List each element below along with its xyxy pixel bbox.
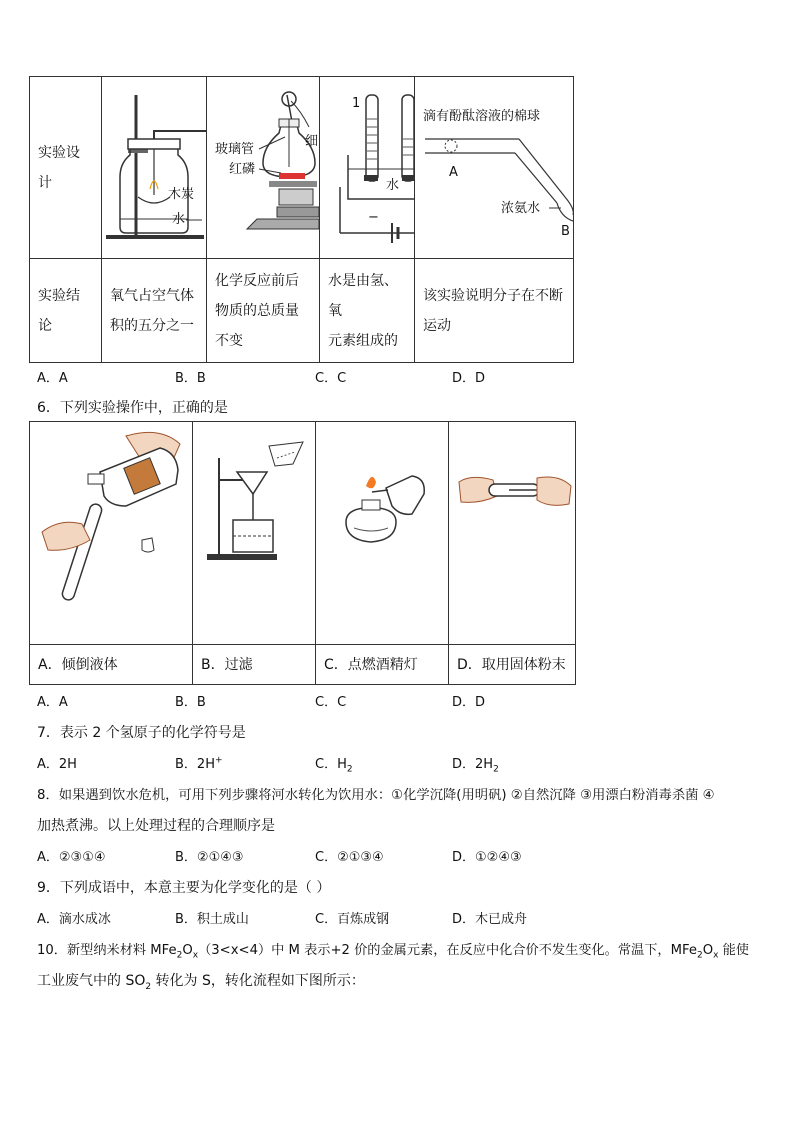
apparatus-d-cell [415, 77, 574, 259]
red-phosphorus-label: 红磷 [229, 162, 256, 177]
q9-option-d[interactable]: D．木已成舟 [452, 912, 528, 927]
electrolysis-water-label: 水 [386, 178, 400, 193]
q6-caption-row [30, 645, 576, 685]
q6-option-d[interactable]: D．D [452, 695, 486, 710]
q10-l2-a: 工业废气中的 SO [37, 973, 146, 989]
tube-1-label: 1 [352, 96, 361, 111]
ammonia-water-label: 浓氨水 [501, 201, 541, 216]
light-alcohol-lamp-figure [316, 422, 448, 640]
phenolphthalein-cotton-label: 滴有酚酞溶液的棉球 [423, 109, 541, 124]
q5-option-a[interactable]: A．A [37, 371, 68, 386]
q6-image-row [30, 422, 576, 645]
water-label: 水 [172, 212, 186, 227]
q6-caption-a-cell [30, 645, 193, 685]
apparatus-b-cell [207, 77, 320, 259]
design-header-cell [30, 77, 102, 259]
q8-question-line1: 8．如果遇到饮水危机，可用下列步骤将河水转化为饮用水：①化学沉降(用明矾) ②自然沉降 ③用漂白粉消毒杀菌 ④ [37, 788, 715, 803]
q10-l1-b: O [182, 943, 193, 958]
point-a-label: A [449, 165, 458, 180]
q6-option-c[interactable]: C．C [315, 695, 347, 710]
caption-take-powder: D．取用固体粉末 [457, 656, 566, 673]
q8-option-c[interactable]: C．②①③④ [315, 850, 384, 865]
q7-c-text: C．H [315, 757, 347, 772]
ammonia-diffusion-figure [415, 77, 573, 254]
thin-label: 细 [305, 134, 319, 149]
q9-option-c[interactable]: C．百炼成钢 [315, 912, 390, 927]
conclusion-header-line1: 实验结 [38, 287, 80, 304]
q9-question: 9．下列成语中，本意主要为化学变化的是（ ） [37, 880, 331, 896]
q9-option-b[interactable]: B．积土成山 [175, 912, 249, 927]
take-solid-powder-figure [449, 422, 575, 640]
design-header-line2: 计 [38, 174, 52, 191]
q10-l1-sub1: 2 [176, 950, 183, 961]
charcoal-label: 木炭 [168, 187, 195, 202]
q10-question-line1 [37, 939, 749, 961]
point-b-label: B [561, 224, 570, 239]
pour-liquid-figure [30, 422, 192, 640]
q6-caption-c-cell [316, 645, 449, 685]
q7-options [37, 753, 777, 775]
water-electrolysis-figure [320, 77, 414, 254]
caption-light-lamp: C．点燃酒精灯 [324, 656, 418, 673]
q10-l1-a: 10．新型纳米材料 MFe [37, 943, 177, 958]
design-row [30, 77, 574, 259]
q7-option-b[interactable] [175, 753, 223, 772]
q6-caption-d-cell [449, 645, 576, 685]
conclusion-c-line2: 元素组成的 [328, 332, 398, 349]
q6-option-b[interactable]: B．B [175, 695, 206, 710]
q6-image-c-cell [316, 422, 449, 645]
q6-operations-table [29, 421, 576, 685]
q5-option-d[interactable]: D．D [452, 371, 486, 386]
q10-l1-d: O [702, 943, 714, 958]
q7-option-c[interactable] [315, 753, 353, 775]
conclusion-b-line3: 不变 [215, 332, 243, 349]
q7-question: 7．表示 2 个氢原子的化学符号是 [37, 725, 246, 741]
charcoal-jar-apparatus-figure [102, 77, 206, 254]
q6-caption-b-cell [193, 645, 316, 685]
q7-b-charge: + [214, 755, 223, 766]
q10-l1-c: （3<x<4）中 M 表示+2 价的金属元素，在反应中化合价不发生变化。常温下，MFe [198, 943, 697, 958]
q8-options [37, 846, 777, 864]
conclusion-header-cell [30, 259, 102, 363]
design-header-line1: 实验设 [38, 144, 80, 161]
q8-option-b[interactable]: B．②①④③ [175, 850, 244, 865]
q10-l2-b: 转化为 S，转化流程如下图所示： [151, 973, 365, 989]
conclusion-c-cell [320, 259, 415, 363]
q6-image-a-cell [30, 422, 193, 645]
conclusion-a-line1: 氧气占空气体 [110, 287, 194, 304]
caption-filtration: B．过滤 [201, 656, 253, 673]
q10-l2-sub: 2 [145, 981, 152, 992]
conclusion-d-line1: 该实验说明分子在不断 [423, 287, 563, 304]
q7-c-subscript: 2 [346, 764, 353, 775]
battery-negative-label: − [368, 210, 379, 225]
q10-l1-sub3: 2 [696, 950, 703, 961]
q8-option-a[interactable]: A．②③①④ [37, 850, 106, 865]
apparatus-a-cell [102, 77, 207, 259]
q10-l1-e: 能使 [718, 943, 749, 958]
q5-options [37, 367, 777, 385]
q7-b-text: B．2H [175, 757, 215, 772]
apparatus-c-cell [320, 77, 415, 259]
filtration-figure [193, 422, 315, 640]
conclusion-a-line2: 积的五分之一 [110, 317, 194, 334]
q6-image-d-cell [449, 422, 576, 645]
glass-tube-label: 玻璃管 [215, 142, 255, 157]
q7-option-a[interactable]: A．2H [37, 757, 77, 772]
q6-options [37, 691, 777, 709]
q7-d-text: D．2H [452, 757, 494, 772]
conclusion-b-line1: 化学反应前后 [215, 272, 299, 289]
q5-experiment-table [29, 76, 574, 363]
caption-pour-liquid: A．倾倒液体 [38, 656, 118, 673]
conclusion-c-line1: 水是由氢、氧 [328, 272, 398, 319]
red-phosphorus-flask-figure [207, 77, 319, 254]
conclusion-b-line2: 物质的总质量 [215, 302, 299, 319]
q8-option-d[interactable]: D．①②④③ [452, 850, 522, 865]
q5-option-c[interactable]: C．C [315, 371, 347, 386]
q6-image-b-cell [193, 422, 316, 645]
q6-question: 6．下列实验操作中，正确的是 [37, 400, 228, 416]
q9-option-a[interactable]: A．滴水成冰 [37, 912, 111, 927]
conclusion-a-cell [102, 259, 207, 363]
conclusion-header-line2: 论 [38, 317, 52, 334]
conclusion-d-line2: 运动 [423, 317, 451, 334]
q7-d-subscript: 2 [493, 764, 499, 775]
conclusion-b-cell [207, 259, 320, 363]
q7-option-d[interactable] [452, 753, 499, 775]
q5-option-b[interactable]: B．B [175, 371, 206, 386]
conclusion-d-cell [415, 259, 574, 363]
q9-options [37, 908, 777, 926]
conclusion-row [30, 259, 574, 363]
q10-question-line2 [37, 970, 365, 992]
q10-l1-sub2: x [192, 950, 199, 961]
q8-question-line2: 加热煮沸。以上处理过程的合理顺序是 [37, 818, 275, 834]
q6-option-a[interactable]: A．A [37, 695, 68, 710]
q10-l1-sub4: x [713, 950, 719, 961]
